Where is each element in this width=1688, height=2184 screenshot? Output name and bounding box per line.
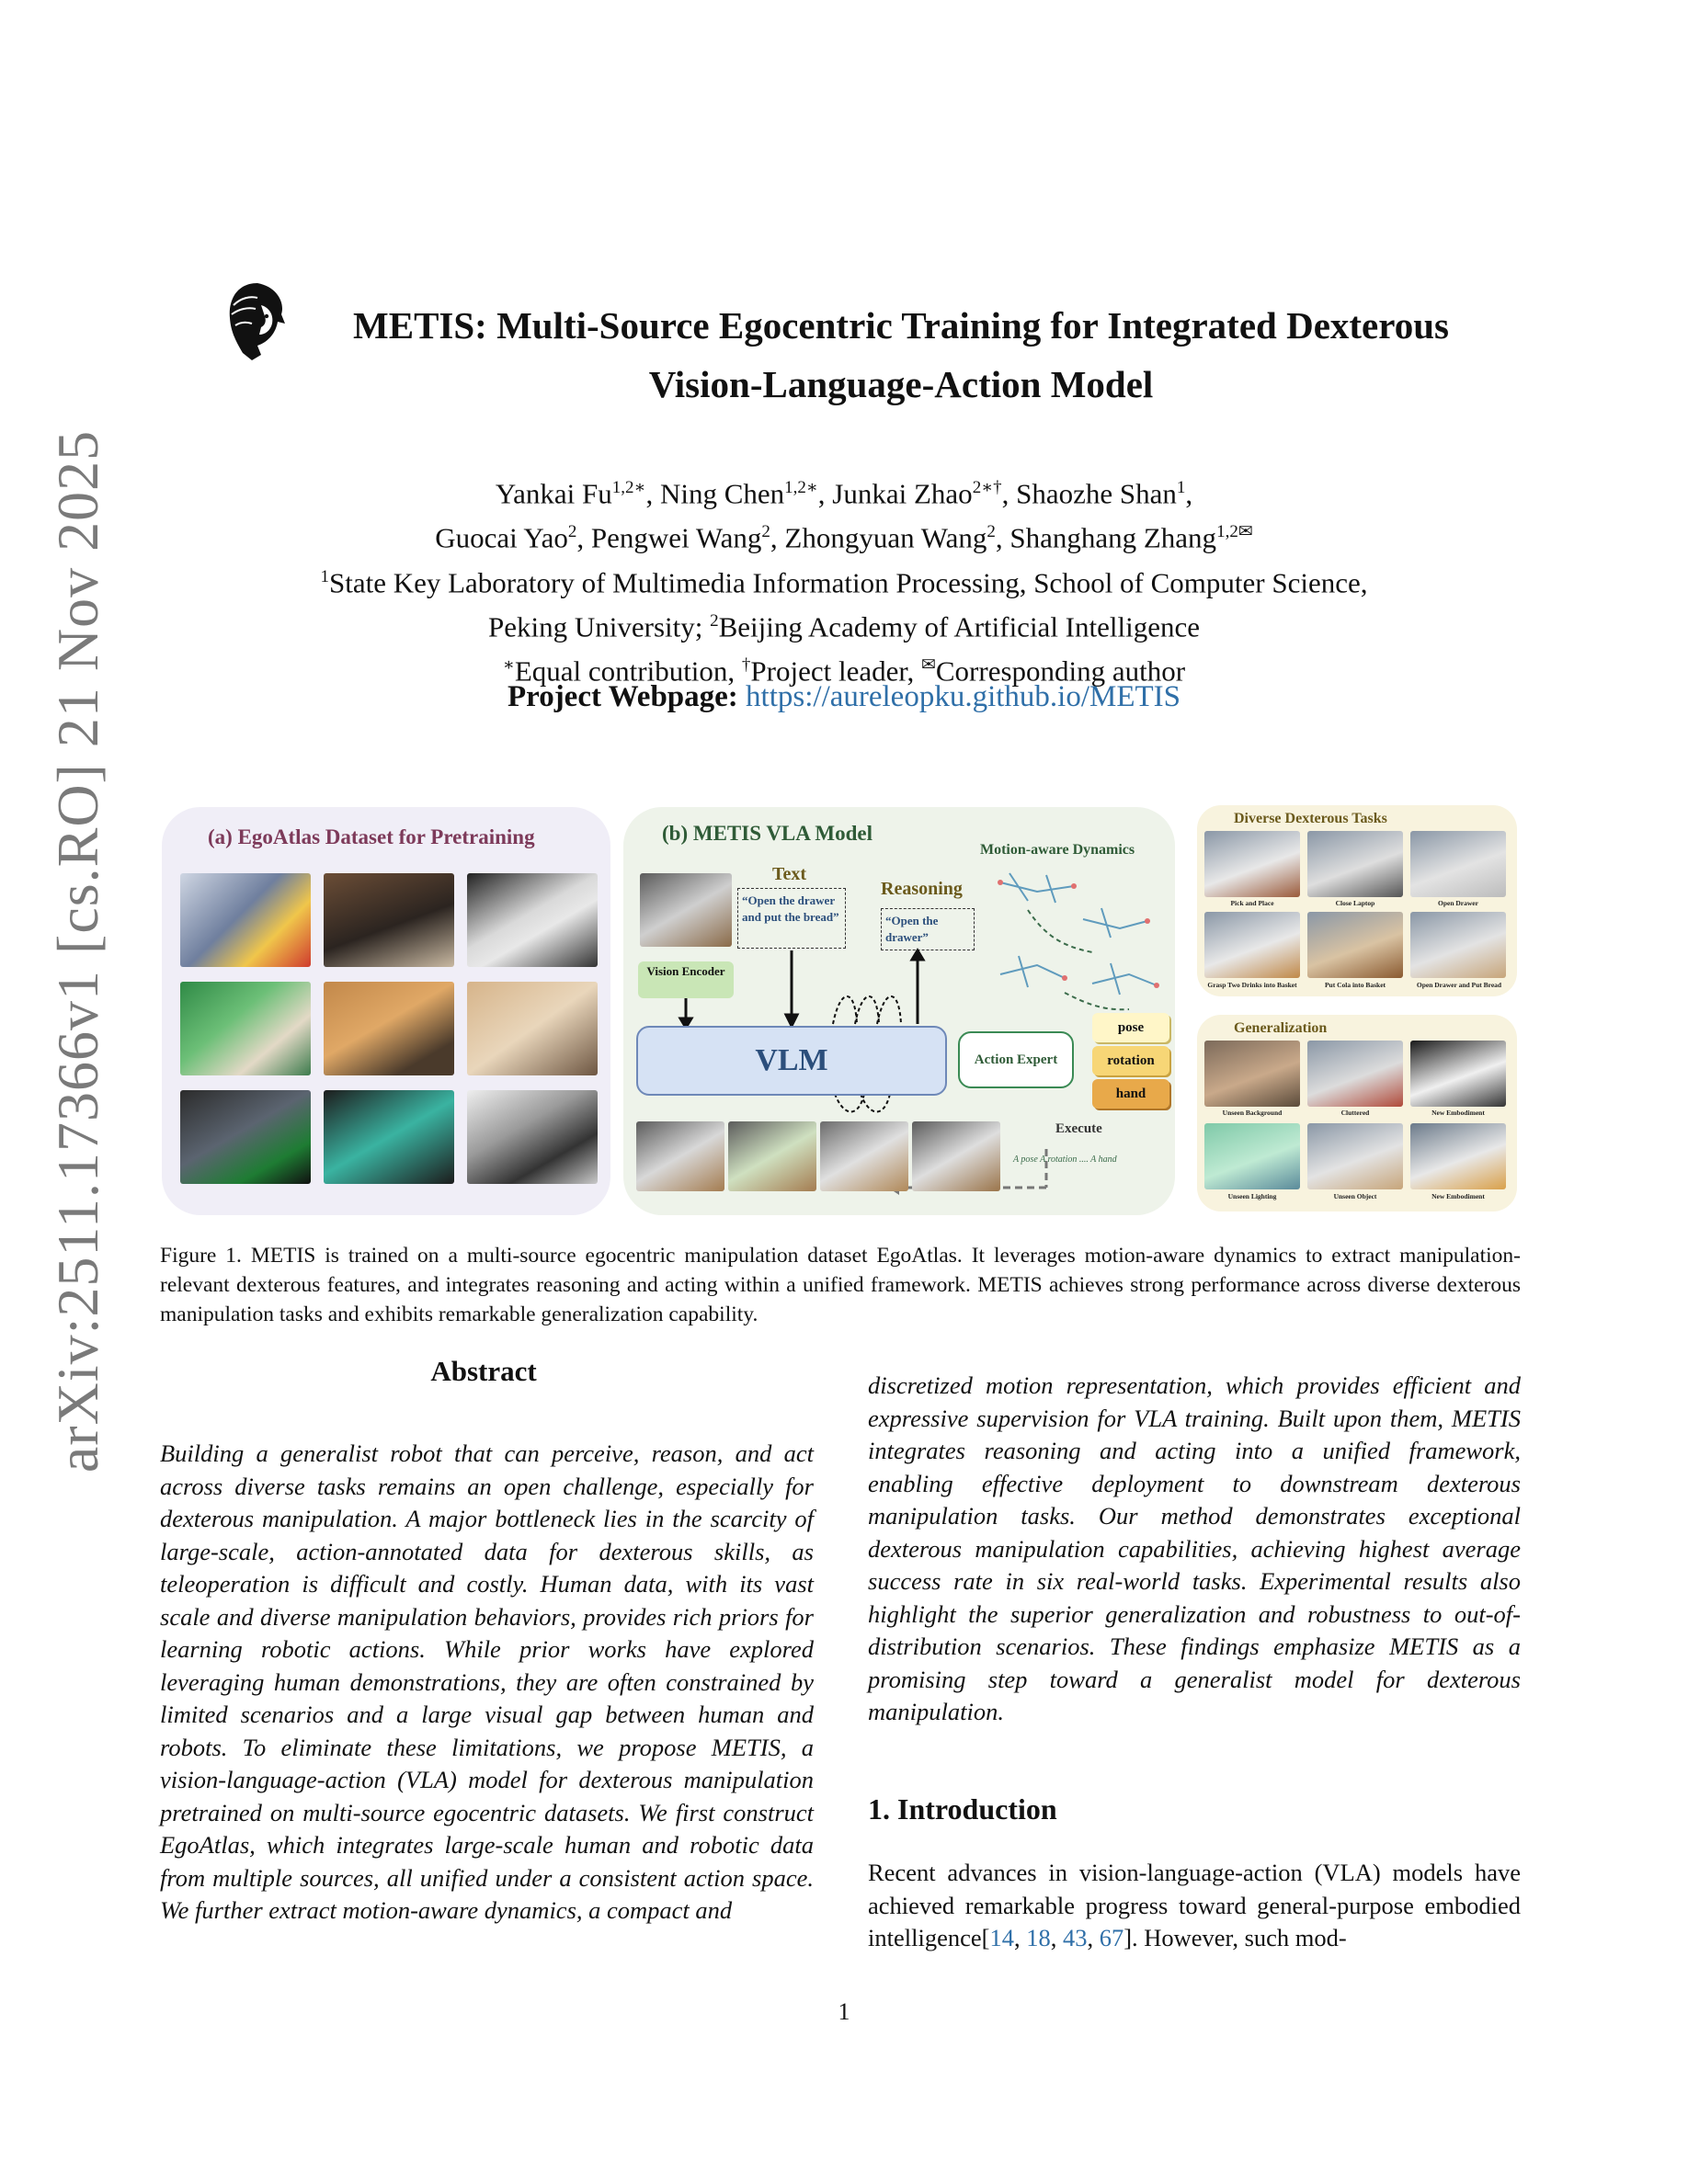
athena-logo-icon [221, 278, 294, 366]
task-label: Pick and Place [1230, 899, 1274, 907]
author-sup: 1,2∗ [611, 478, 646, 497]
abstract-heading: Abstract [430, 1355, 537, 1387]
figure-panel-generalization [1197, 1015, 1517, 1211]
task-photo [1410, 831, 1506, 897]
introduction-heading: 1. Introduction [868, 1792, 1057, 1826]
affiliation-text: State Key Laboratory of Multimedia Information Processing, School of Computer Science, [328, 565, 1368, 598]
vision-encoder-box: Vision Encoder [638, 961, 734, 998]
affiliation-text: Peking University; [488, 610, 711, 643]
hand-token: hand [1092, 1079, 1169, 1109]
affil-sup: 2 [710, 610, 719, 631]
execute-label: Execute [1055, 1121, 1102, 1136]
dataset-photo [324, 1090, 454, 1184]
generalization-label: New Embodiment [1431, 1109, 1485, 1117]
author-line-2 [184, 513, 1504, 557]
citation-link[interactable]: 18 [1026, 1924, 1051, 1951]
abstract-left-column: Building a generalist robot that can perceive, reason, and act across diverse tasks remains an open challenge, especially for dexterous manipulation. A major bottleneck lies in the scarcity of large-scale, action-annotated data for dexterous skills, as teleoperation is difficult and costly. Human data, with its vast scale and diverse manipulation behaviors, provides rich priors for learning robotic actions. While prior works have explored leveraging human demonstrations, they are often constrained by limited scenarios and a large visual gap between human and robots. To eliminate these limitations, we propose METIS, a vision-language-action (VLA) model for dexterous manipulation pretrained on multi-source egocentric datasets. We first construct EgoAtlas, which integrates large-scale human and robotic data from multiple sources, all unified under a consistent action space. We further extract motion-aware dynamics, a compact and [160, 1439, 814, 1924]
affil-sup: 1 [320, 566, 329, 586]
dataset-photo [324, 982, 454, 1075]
arxiv-stamp: arXiv:2511.17366v1 [cs.RO] 21 Nov 2025 [45, 429, 110, 1473]
page-number: 1 [838, 1998, 850, 2025]
affiliation-text: Beijing Academy of Artificial Intelligence [718, 610, 1200, 643]
affiliation-line-1 [184, 558, 1504, 602]
author-name: , Shanghang Zhang [995, 521, 1217, 554]
author-name: Yankai Fu [495, 477, 612, 510]
execution-frame [820, 1121, 908, 1191]
panel-a-title: (a) EgoAtlas Dataset for Pretraining [208, 825, 535, 848]
generalization-photo [1410, 1041, 1506, 1107]
affiliation-line-2 [184, 602, 1504, 646]
author-name: , Zhongyuan Wang [770, 521, 987, 554]
author-name: , Ning Chen [645, 477, 785, 510]
generalization-photo [1307, 1041, 1403, 1107]
execution-frame [728, 1121, 816, 1191]
note-text: Corresponding author [935, 654, 1186, 688]
generalization-photo [1307, 1123, 1403, 1189]
generalization-label: Unseen Object [1333, 1192, 1377, 1200]
generalization-title: Generalization [1234, 1020, 1328, 1036]
reasoning-label: Reasoning [881, 879, 963, 899]
title-line-2: Vision-Language-Action Model [648, 363, 1154, 405]
figure-caption: Figure 1. METIS is trained on a multi-source egocentric manipulation dataset EgoAtlas. It leverages motion-aware dynamics to extract manipulation-relevant dexterous features, and integrates reasoning and acting within a unified framework. METIS achieves strong performance across diverse dexterous manipulation tasks and exhibits remarkable generalization capability. [160, 1244, 1521, 1326]
dataset-photo [467, 982, 598, 1075]
generalization-photo [1204, 1041, 1300, 1107]
dataset-photo [467, 873, 598, 967]
generalization-label: New Embodiment [1431, 1192, 1485, 1200]
abstract-right-column: discretized motion representation, which provides efficient and expressive supervision for VLA training. Built upon them, METIS integrates reasoning and acting into a unified framework, enabling effective deployment to downstream dexterous manipulation tasks. Our method demonstrates exceptional dexterous manipulation capabilities, achieving highest average success rate in six real-world tasks. Experimental results also highlight the superior generalization and robustness to out-of-distribution scenarios. These findings emphasize METIS as a promising step toward a generalist model for dexterous manipulation. [868, 1371, 1521, 1725]
intro-text: ]. However, such mod- [1123, 1924, 1347, 1951]
generalization-label: Cluttered [1340, 1109, 1370, 1117]
note-text: Equal contribution, [514, 654, 742, 688]
title-line-1: METIS: Multi-Source Egocentric Training for Integrated Dexterous [353, 304, 1449, 347]
rotation-token: rotation [1092, 1046, 1169, 1075]
note-sup: † [741, 655, 751, 676]
citation-link[interactable]: 14 [989, 1924, 1014, 1951]
panel-b-title: (b) METIS VLA Model [662, 822, 873, 845]
task-photo [1307, 831, 1403, 897]
execution-frame [912, 1121, 1000, 1191]
task-label: Close Laptop [1335, 899, 1375, 907]
text-label: Text [772, 864, 807, 884]
intro-text: Recent advances in vision-language-action (VLA) models have achieved remarkable progress toward general-purpose embodied intelligence[ [868, 1859, 1521, 1951]
task-label: Grasp Two Drinks into Basket [1207, 981, 1297, 989]
paper-title [303, 296, 1499, 414]
motion-dynamics-title: Motion-aware Dynamics [980, 842, 1135, 858]
generalization-label: Unseen Lighting [1227, 1192, 1277, 1200]
dataset-photo [180, 1090, 311, 1184]
task-label: Open Drawer and Put Bread [1416, 981, 1502, 989]
task-label: Open Drawer [1438, 899, 1478, 907]
task-photo [1307, 912, 1403, 978]
text-prompt-box: “Open the drawer and put the bread” [737, 888, 846, 949]
figure-panel-tasks [1197, 805, 1517, 996]
author-sup: 2 [761, 522, 770, 542]
author-sup: 1,2✉ [1216, 522, 1253, 542]
author-sup: 1 [1176, 478, 1186, 497]
note-sup: ✉ [920, 655, 936, 676]
author-name: Guocai Yao [435, 521, 568, 554]
author-line-1 [184, 469, 1504, 513]
author-sup: 2∗† [972, 478, 1002, 497]
generalization-photo [1204, 1123, 1300, 1189]
author-block [184, 469, 1504, 691]
task-photo [1204, 912, 1300, 978]
note-sup: ∗ [502, 655, 515, 676]
dataset-photo [467, 1090, 598, 1184]
task-photo [1204, 831, 1300, 897]
author-name: , Junkai Zhao [817, 477, 973, 510]
author-sup: 2 [987, 522, 996, 542]
tasks-title: Diverse Dexterous Tasks [1234, 811, 1387, 826]
task-photo [1410, 912, 1506, 978]
webpage-link[interactable]: https://aureleopku.github.io/METIS [746, 680, 1181, 713]
dataset-photo [324, 873, 454, 967]
figure-panel-a [162, 807, 610, 1215]
author-name: , [1185, 477, 1193, 510]
action-sequence: A pose A rotation .... A hand [1013, 1155, 1117, 1165]
introduction-paragraph: Recent advances in vision-language-action (VLA) models have achieved remarkable progress toward general-purpose embodied intelligence[14, 18, 43, 67]. However, such mod- [868, 1859, 1521, 1951]
figure-panel-b [623, 807, 1175, 1215]
generalization-photo [1410, 1123, 1506, 1189]
citation-link[interactable]: 67 [1099, 1924, 1124, 1951]
author-name: , Shaozhe Shan [1001, 477, 1177, 510]
execution-frame [636, 1121, 724, 1191]
vlm-box: VLM [636, 1026, 947, 1096]
author-sup: 2 [567, 522, 577, 542]
project-webpage [184, 680, 1504, 714]
author-sup: 1,2∗ [784, 478, 818, 497]
webpage-label: Project Webpage: [507, 680, 738, 713]
citation-link[interactable]: 43 [1062, 1924, 1088, 1951]
task-label: Put Cola into Basket [1324, 981, 1386, 989]
dataset-photo [180, 982, 311, 1075]
note-text: Project leader, [750, 654, 921, 688]
reasoning-box: “Open the drawer” [881, 908, 975, 950]
dataset-photo [180, 873, 311, 967]
pose-token: pose [1092, 1013, 1169, 1042]
generalization-label: Unseen Background [1222, 1109, 1283, 1117]
action-expert-box: Action Expert [958, 1031, 1074, 1088]
author-name: , Pengwei Wang [576, 521, 762, 554]
